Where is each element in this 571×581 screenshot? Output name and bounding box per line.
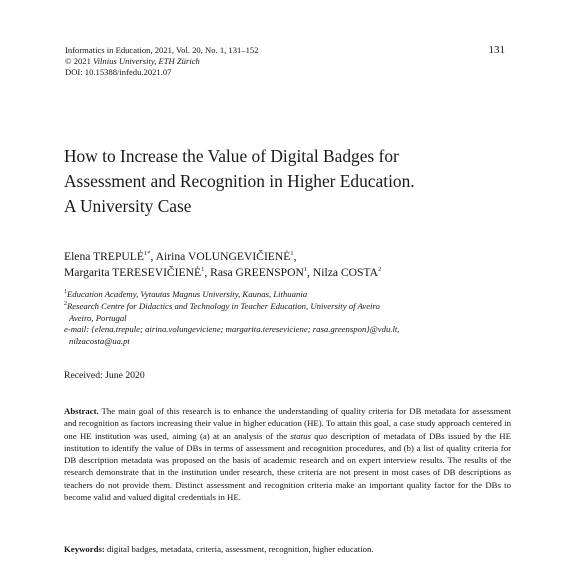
keywords-label: Keywords: [64,544,105,554]
page-number: 131 [488,44,505,56]
journal-header [65,45,505,78]
abstract: Abstract. The main goal of this research is to enhance the understanding of quality criteria for DB metadata for assessment and recognition as factors increasing their value in higher education (HE). To attain this goal, a case study approach centered in one HE institution was used, aiming (a) at an analysis of the status quo description of metadata of DBs issued by the HE institution to identify the value of DBs in terms of assessment and recognition procedures, and (b) a list of quality criteria for DB description metadata was proposed on the basis of academic research and on expert interview results. The results of the research demonstrate that in the institution under research, these criteria are not present in most cases of DB descriptions as teachers do not provide them. Distinct assessment and recognition criteria make an important quality factor for the DBs to become valid and valued digital credentials in HE. [64,406,511,503]
paper-title: How to Increase the Value of Digital Badges for Assessment and Recognition in Higher Education. A University Case [64,146,415,216]
keywords: Keywords: digital badges, metadata, criteria, assessment, recognition, higher education. [64,544,374,554]
author-name: Nilza COSTA [312,266,378,279]
author-name: Rasa GREENSPON [210,266,304,279]
received-date: Received: June 2020 [64,370,145,381]
author-name: Elena TREPULĖ [64,250,144,263]
author-name: Airina VOLUNGEVIČIENĖ [155,250,291,263]
author-list: Elena $TREPULĖ^{1*}$, Airina VOLUNGEVIČIENĖ$^1$, Margarita TERESEVIČIENĖ$^1$, Rasa GREENSPON$^1$, Nilza COSTA$^2$ [64,250,382,279]
author-emails: e-mail: {elena.trepule; airina.volungeviciene; margarita.tereseviciene; rasa.greenspon}@vdu.lt, [64,324,400,335]
journal-citation: Informatics in Education, 2021, Vol. 20, No. 1, 131–152 [65,45,259,55]
affiliations: $^1$Education Academy, Vytautas Magnus University, Kaunas, Lithuania $^2$Research Centre for Didactics and Technology in Teacher Education, University of Aveiro Aveiro, Portugal e-mail: {elena.trepule; airina.volungeviciene; margarita.tereseviciene; rasa.greenspon}@vdu.lt, nilzacosta@ua.pt [64,289,544,348]
affiliation-1: $^1$Education Academy, Vytautas Magnus University, Kaunas, Lithuania [64,289,308,299]
doi: DOI: 10.15388/infedu.2021.07 [65,67,172,77]
publisher-name: Vilnius University, ETH Zürich [93,56,200,66]
abstract-label: Abstract. [64,406,99,416]
copyright-line: © 2021 Vilnius University, ETH Zürich [65,56,200,66]
author-name: Margarita TERESEVIČIENĖ [64,266,202,279]
affiliation-2: $^2$Research Centre for Didactics and Technology in Teacher Education, University of Aveiro [64,300,380,311]
